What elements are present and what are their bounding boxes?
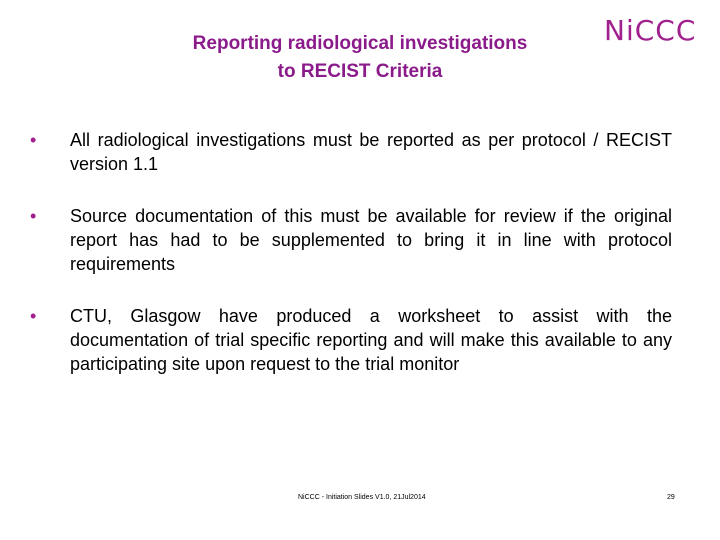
bullet-dot-icon: • <box>30 130 37 150</box>
slide-title-line-1: Reporting radiological investigations <box>192 33 528 54</box>
bullet-text: All radiological investigations must be reported as per protocol / RECIST version 1.1 <box>70 130 672 174</box>
bullet-item <box>30 304 672 376</box>
slide-title-line-2: to RECIST Criteria <box>277 61 443 82</box>
bullet-item <box>30 204 672 276</box>
page-number: 29 <box>667 494 675 501</box>
bullet-list <box>30 128 672 404</box>
footer-text: NiCCC - Initiation Slides V1.0, 21Jul2014 <box>298 494 426 501</box>
bullet-dot-icon: • <box>30 306 37 326</box>
bullet-text: Source documentation of this must be available for review if the original report has had to be supplemented to bring it in line with protocol requirements <box>70 206 672 274</box>
slide-title <box>150 30 570 86</box>
bullet-item <box>30 128 672 176</box>
bullet-dot-icon: • <box>30 206 37 226</box>
bullet-text: CTU, Glasgow have produced a worksheet to assist with the documentation of trial specific reporting and will make this available to any participating site upon request to the trial monitor <box>70 306 672 374</box>
niccc-logo: NiCCC <box>604 14 697 47</box>
